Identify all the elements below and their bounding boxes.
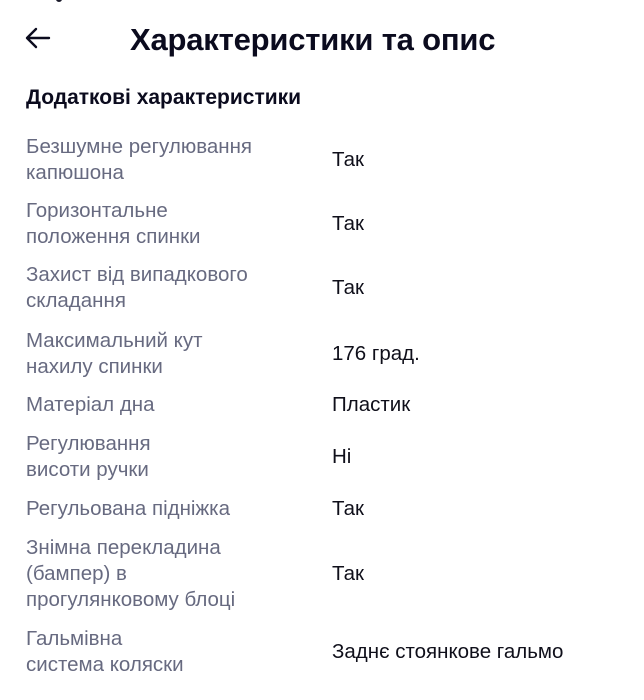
status-bar-fragment [56, 0, 62, 2]
spec-value: Так [332, 212, 364, 235]
spec-row [0, 431, 644, 483]
spec-label [26, 262, 306, 314]
spec-row [0, 496, 644, 522]
spec-row [0, 535, 644, 613]
spec-label-line: система коляски [26, 653, 184, 676]
spec-label [26, 198, 306, 250]
spec-label-line: складання [26, 289, 126, 312]
spec-label-line: Регульована підніжка [26, 497, 230, 520]
spec-value: Так [332, 497, 364, 520]
spec-value: Так [332, 276, 364, 299]
spec-label [26, 328, 306, 380]
spec-value: Заднє стоянкове гальмо [332, 640, 564, 663]
spec-label-line: нахилу спинки [26, 355, 163, 378]
spec-label [26, 626, 306, 678]
page-title: Характеристики та опис [130, 22, 496, 57]
spec-label-line: висоти ручки [26, 458, 149, 481]
spec-label-line: Захист від випадкового [26, 263, 248, 286]
spec-label-line: прогулянковому блоці [26, 588, 236, 611]
spec-label-line: положення спинки [26, 225, 201, 248]
spec-label [26, 134, 306, 186]
spec-value: Так [332, 148, 364, 171]
spec-label-line: (бампер) в [26, 562, 127, 585]
spec-label [26, 392, 306, 418]
spec-row [0, 626, 644, 678]
spec-label [26, 535, 306, 613]
spec-label-line: Регулювання [26, 432, 151, 455]
page-header [0, 18, 644, 66]
spec-row [0, 328, 644, 380]
spec-row [0, 198, 644, 250]
section-title: Додаткові характеристики [26, 86, 302, 109]
spec-value: 176 град. [332, 342, 420, 365]
spec-label-line: Максимальний кут [26, 329, 203, 352]
spec-value: Пластик [332, 393, 411, 416]
spec-row [0, 392, 644, 418]
spec-label-line: капюшона [26, 161, 124, 184]
spec-label-line: Горизонтальне [26, 199, 168, 222]
arrow-left-icon [25, 27, 51, 54]
spec-label-line: Матеріал дна [26, 393, 155, 416]
spec-row [0, 134, 644, 186]
spec-value: Так [332, 562, 364, 585]
spec-label-line: Безшумне регулювання [26, 135, 253, 158]
back-button[interactable] [24, 26, 52, 54]
spec-row [0, 262, 644, 314]
spec-value: Ні [332, 445, 352, 468]
spec-label [26, 431, 306, 483]
spec-label-line: Гальмівна [26, 627, 123, 650]
spec-label [26, 496, 306, 522]
spec-label-line: Знімна перекладина [26, 536, 221, 559]
